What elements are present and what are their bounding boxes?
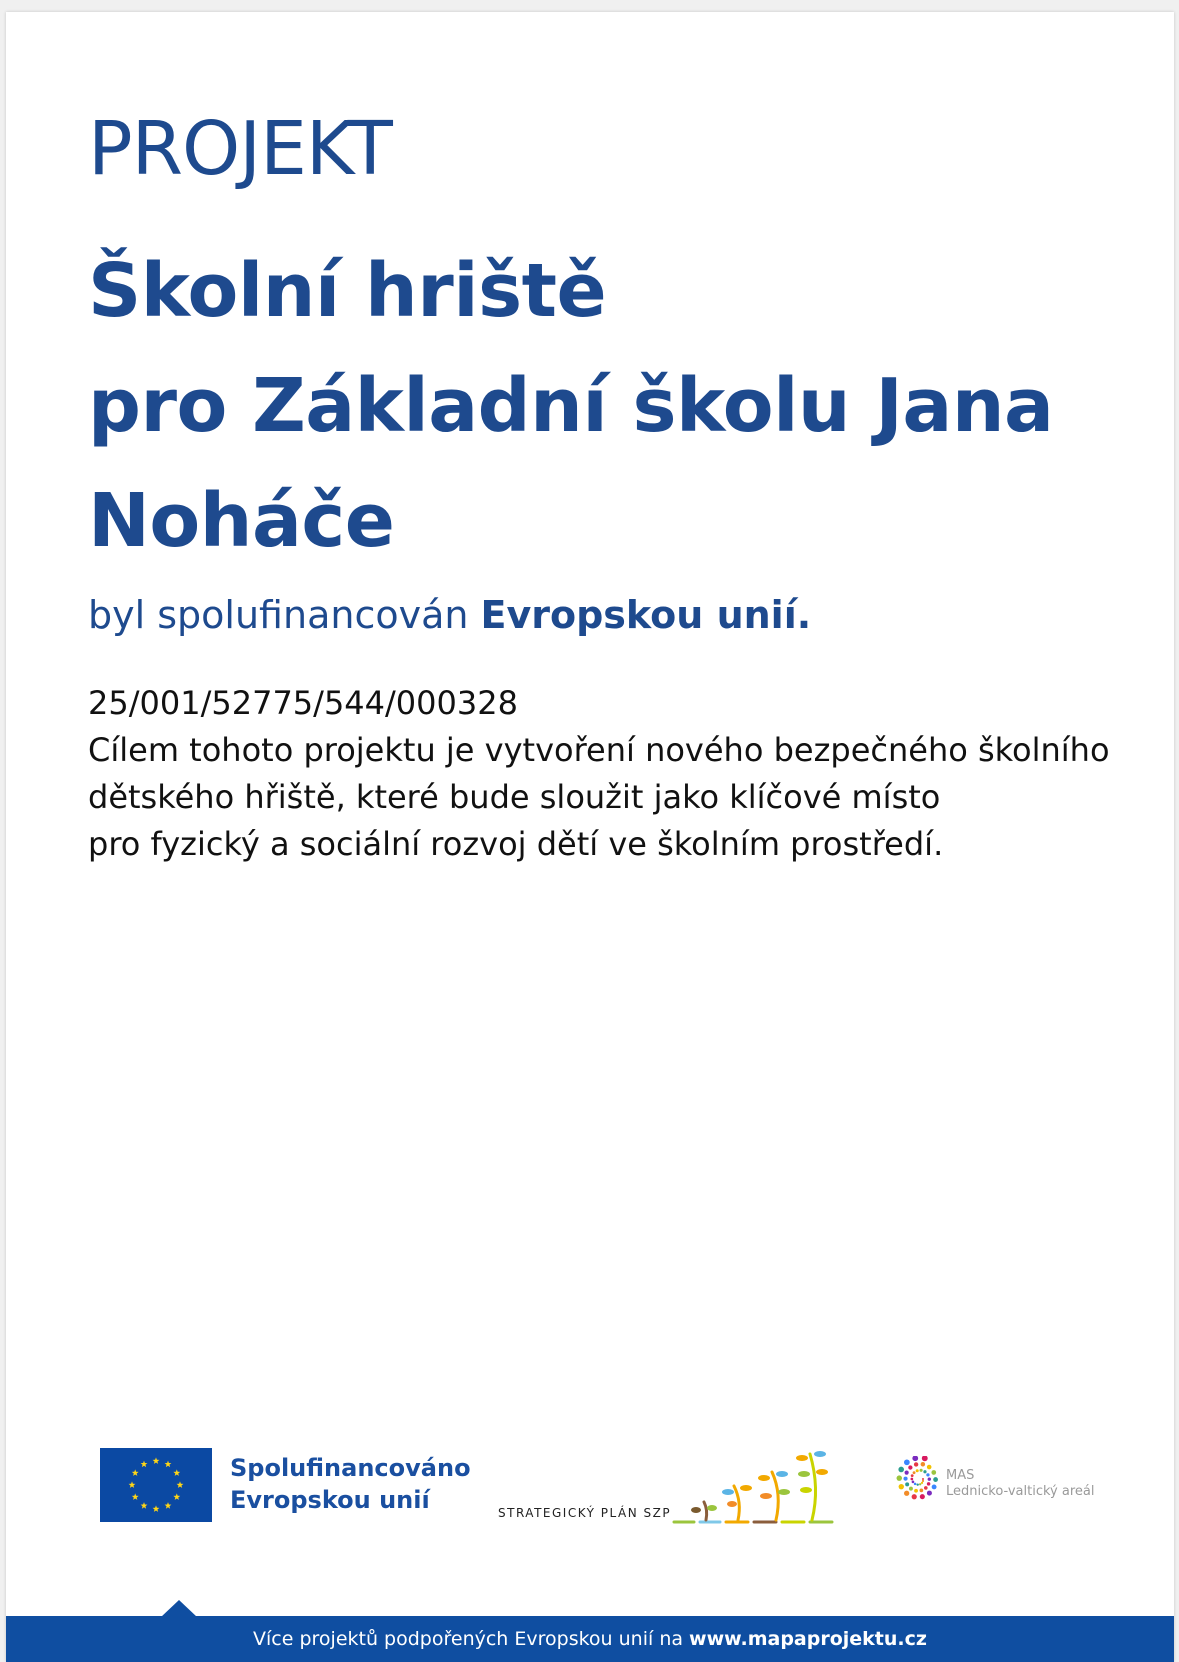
eu-star [165, 1502, 172, 1509]
footer-bar [6, 1616, 1174, 1662]
sprouts-icon [672, 1442, 862, 1528]
mas-dot [899, 1484, 904, 1489]
eu-star [173, 1493, 180, 1500]
mas-dot [921, 1482, 923, 1484]
mas-dot [909, 1487, 913, 1491]
mas-dot [914, 1462, 918, 1466]
mas-text [946, 1468, 1094, 1500]
mas-dot [926, 1473, 929, 1476]
mas-dot [920, 1494, 925, 1499]
eu-text-line-2: Evropskou unií [230, 1486, 430, 1514]
footer-notch [161, 1600, 197, 1617]
mas-dot [920, 1469, 923, 1472]
mas-dot [898, 1467, 904, 1473]
eu-star [173, 1469, 180, 1476]
project-label: PROJEKT [88, 106, 392, 192]
mas-dot [916, 1469, 919, 1472]
mas-dot [904, 1491, 909, 1496]
title-line-2: pro Základní školu Jana [88, 363, 1054, 449]
mas-swirl-icon [896, 1456, 942, 1502]
eu-star [141, 1502, 148, 1509]
mas-dot [905, 1482, 909, 1486]
mas-dot [912, 1481, 915, 1484]
eu-star [141, 1461, 148, 1468]
mas-dot [912, 1456, 918, 1461]
poster [6, 12, 1174, 1662]
eu-text-line-1: Spolufinancováno [230, 1454, 471, 1482]
mas-dot [924, 1486, 928, 1490]
funding-emphasis: Evropskou unií. [480, 593, 812, 637]
eu-flag-icon [100, 1448, 212, 1522]
mas-text-line-2: Lednicko-valtický areál [946, 1484, 1095, 1499]
mas-dot [927, 1482, 931, 1486]
eu-star [129, 1481, 136, 1488]
mas-dot [919, 1483, 921, 1485]
footer-link[interactable]: www.mapaprojektu.cz [689, 1628, 927, 1650]
szp-label: STRATEGICKÝ PLÁN SZP [498, 1506, 672, 1520]
project-title [88, 234, 1148, 579]
mas-dot [933, 1477, 938, 1482]
mas-dot [916, 1483, 918, 1485]
mas-text-line-1: MAS [946, 1468, 975, 1483]
mas-dot [905, 1471, 909, 1475]
title-line-1: Školní hriště [88, 248, 607, 334]
mas-dot [904, 1477, 908, 1481]
mas-dot [928, 1477, 931, 1480]
mas-dot [922, 1478, 924, 1480]
funding-prefix: byl spolufinancován [88, 593, 481, 637]
project-code: 25/001/52775/544/000328 [88, 684, 518, 722]
mas-dot [931, 1470, 936, 1475]
mas-dot [920, 1489, 924, 1493]
title-line-3: Noháče [88, 478, 395, 564]
mas-dot [922, 1480, 924, 1482]
mas-dot [912, 1494, 917, 1499]
mas-dot [904, 1459, 910, 1465]
mas-dot [908, 1465, 912, 1469]
mas-dot [914, 1483, 917, 1486]
mas-dot [932, 1484, 937, 1489]
mas-dot [911, 1478, 914, 1481]
funding-statement [88, 593, 812, 637]
description-line-3: pro fyzický a sociální rozvoj dětí ve školním prostředí. [88, 825, 944, 863]
project-details [88, 680, 1128, 868]
eu-star [165, 1461, 172, 1468]
description-line-1: Cílem tohoto projektu je vytvoření nového bezpečného školního [88, 731, 1110, 769]
description-line-2: dětského hřiště, které bude sloužit jako klíčové místo [88, 778, 941, 816]
mas-dot [914, 1489, 918, 1493]
mas-dot [897, 1475, 903, 1481]
mas-dot [913, 1471, 916, 1474]
mas-dot [927, 1465, 932, 1470]
eu-star [177, 1481, 184, 1488]
footer-text: Více projektů podpořených Evropskou unií na [253, 1628, 690, 1650]
eu-cofunded-text [230, 1452, 471, 1516]
mas-dot [922, 1456, 928, 1461]
eu-star [132, 1493, 139, 1500]
eu-star [132, 1469, 139, 1476]
mas-dot [911, 1474, 914, 1477]
mas-dot [927, 1491, 932, 1496]
eu-star [153, 1505, 160, 1512]
logo-strip [6, 1432, 1174, 1542]
mas-dot [921, 1462, 926, 1467]
eu-star [153, 1457, 160, 1464]
mas-dot [923, 1470, 926, 1473]
